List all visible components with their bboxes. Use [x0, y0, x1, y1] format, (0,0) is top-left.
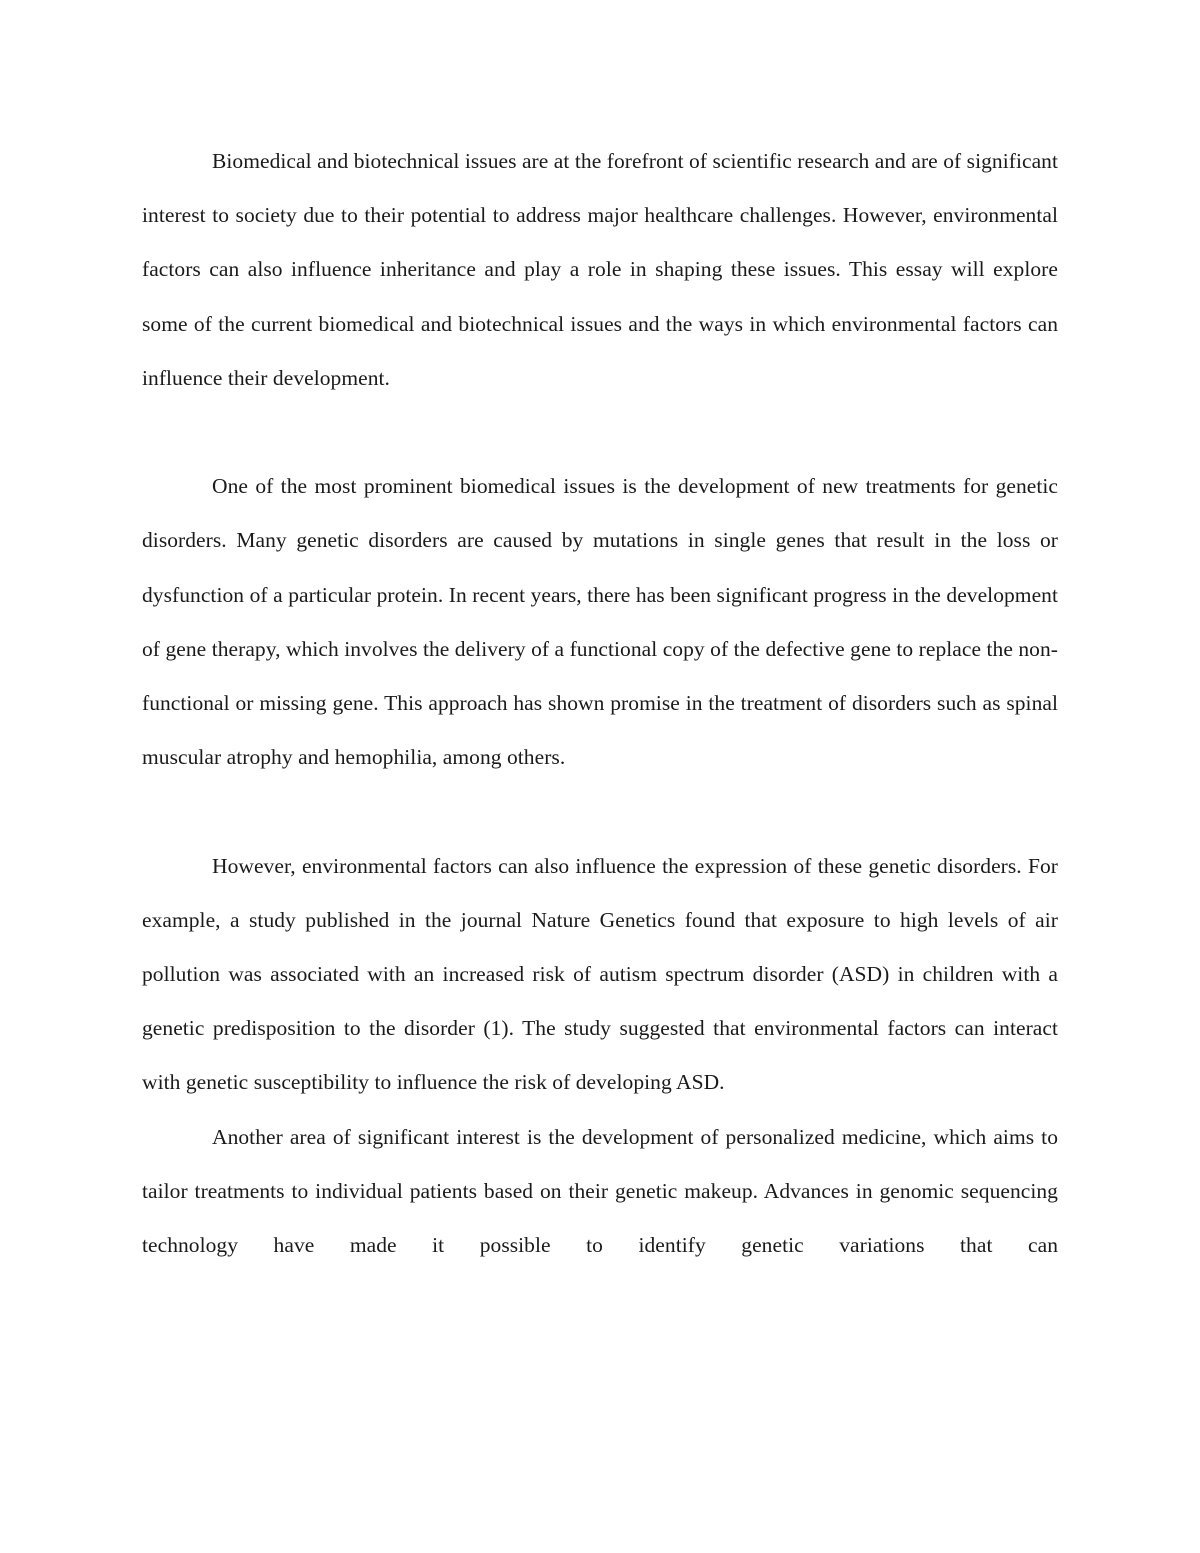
paragraph-environmental-factors: However, environmental factors can also influence the expression of these genetic disorders. For example, a study published in the journal Nature Genetics found that exposure to high levels of air pollution was associated with an increased risk of autism spectrum disorder (ASD) in children with a genetic predisposition to the disorder (1). The study suggested that environmental factors can interact with genetic susceptibility to influence the risk of developing ASD. — [142, 853, 1058, 1095]
paragraph-personalized-medicine: Another area of significant interest is the development of personalized medicine, which aims to tailor treatments to individual patients based on their genetic makeup. Advances in genomic sequencing technology have made it possible to identify genetic variations that can — [142, 1124, 1058, 1258]
paragraph-intro: Biomedical and biotechnical issues are at the forefront of scientific research and are of significant interest to society due to their potential to address major healthcare challenges. However, environmental factors can also influence inheritance and play a role in shaping these issues. This essay will explore some of the current biomedical and biotechnical issues and the ways in which environmental factors can influence their development. — [142, 149, 1058, 390]
paragraph-gene-therapy: One of the most prominent biomedical issues is the development of new treatments for genetic disorders. Many genetic disorders are caused by mutations in single genes that result in the loss or dysfunction of a particular protein. In recent years, there has been significant progress in the development of gene therapy, which involves the delivery of a functional copy of the defective gene to replace the non-functional or missing gene. This approach has shown promise in the treatment of disorders such as spinal muscular atrophy and hemophilia, among others. — [142, 474, 1058, 770]
essay-body — [142, 134, 1058, 1272]
